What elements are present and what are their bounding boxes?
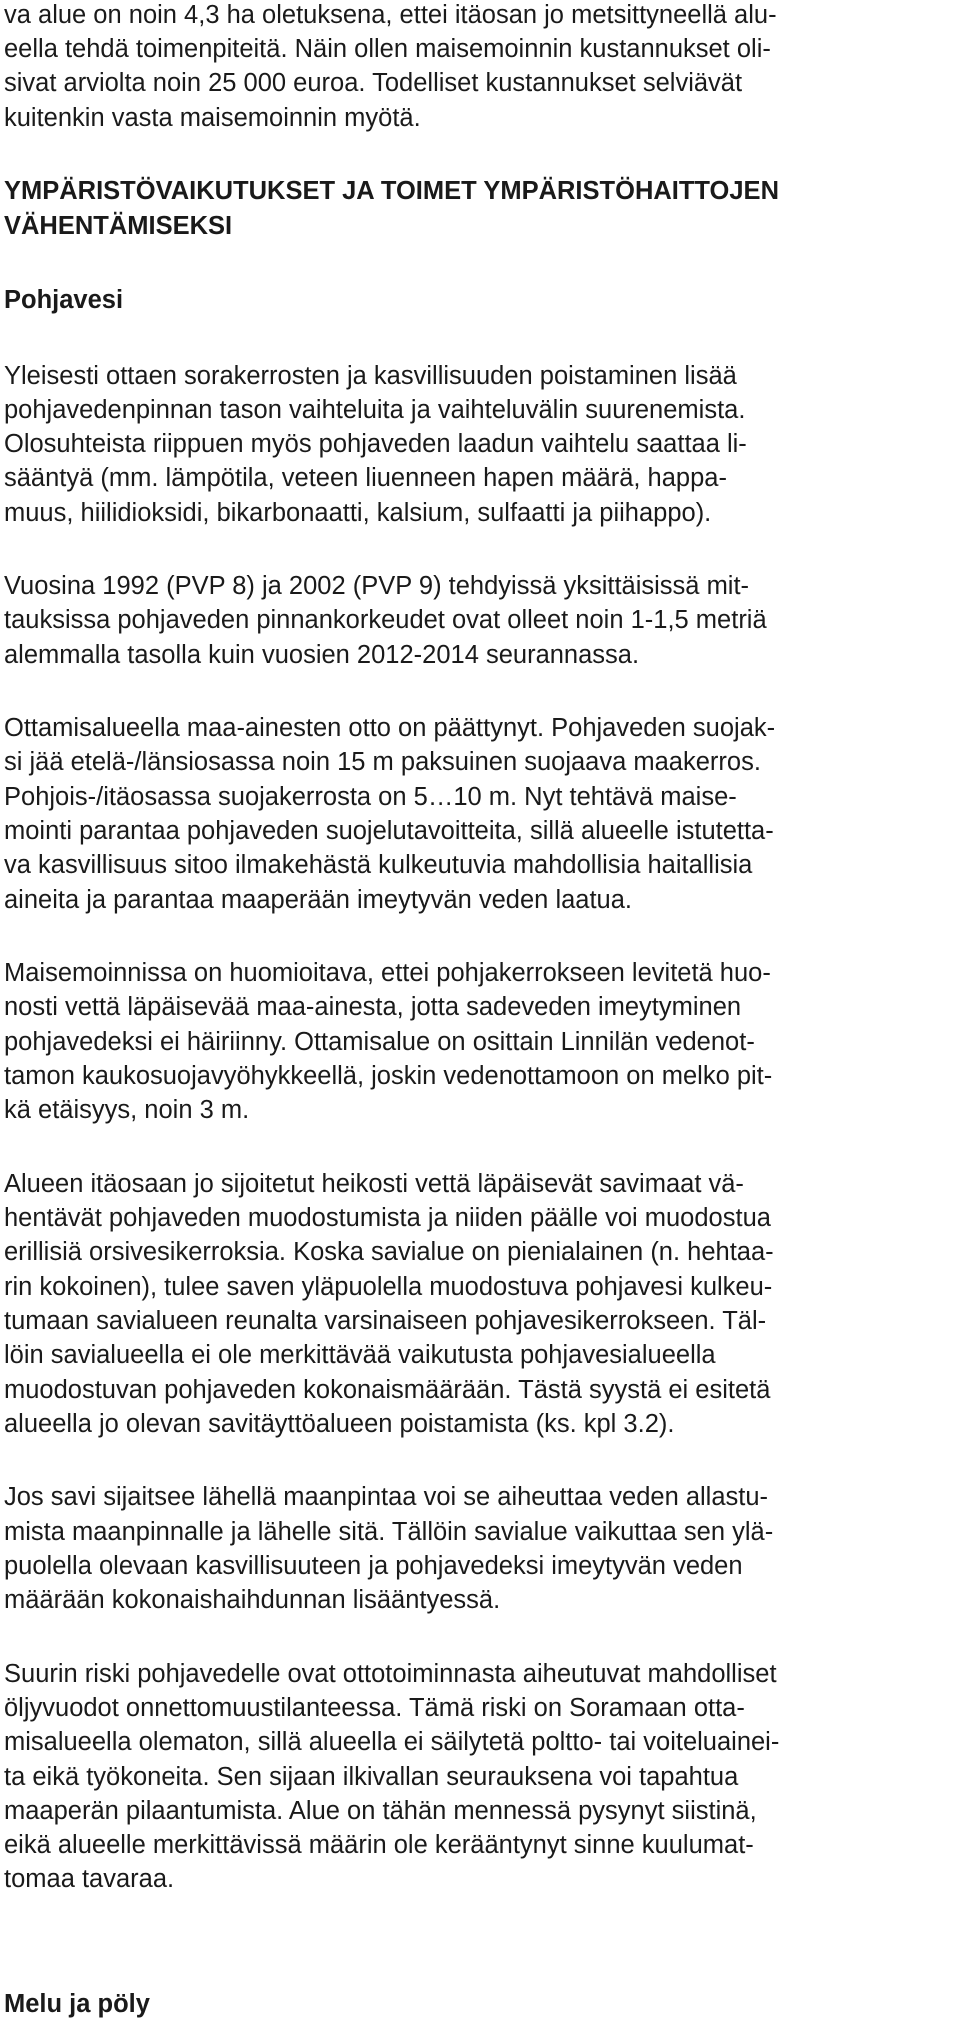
text-line: tamon kaukosuojavyöhykkeellä, joskin vedenottamoon on melko pit- xyxy=(4,1062,773,1090)
text-line: muus, hiilidioksidi, bikarbonaatti, kalsium, sulfaatti ja piihappo). xyxy=(4,499,712,527)
text-line: kuitenkin vasta maisemoinnin myötä. xyxy=(4,104,421,132)
text-line: alueella jo olevan savitäyttöalueen poistamista (ks. kpl 3.2). xyxy=(4,1410,675,1438)
heading-line: Pohjavesi xyxy=(4,286,124,314)
text-line: tumaan savialueen reunalta varsinaiseen pohjavesikerrokseen. Täl- xyxy=(4,1307,767,1335)
text-line: Olosuhteista riippuen myös pohjaveden laadun vaihtelu saattaa li- xyxy=(4,430,747,458)
text-line: tomaa tavaraa. xyxy=(4,1865,175,1893)
text-line: va kasvillisuus sitoo ilmakehästä kulkeutuvia mahdollisia haitallisia xyxy=(4,851,753,879)
text-line: löin savialueella ei ole merkittävää vaikutusta pohjavesialueella xyxy=(4,1341,716,1369)
text-line: si jää etelä-/länsiosassa noin 15 m paksuinen suojaava maakerros. xyxy=(4,748,761,776)
text-line: Yleisesti ottaen sorakerrosten ja kasvillisuuden poistaminen lisää xyxy=(4,362,737,390)
text-line: kä etäisyys, noin 3 m. xyxy=(4,1096,250,1124)
text-line: va alue on noin 4,3 ha oletuksena, ettei itäosan jo metsittyneellä alu- xyxy=(4,1,777,29)
text-line: puolella olevaan kasvillisuuteen ja pohjavedeksi imeytyvän veden xyxy=(4,1552,743,1580)
text-line: Suurin riski pohjavedelle ovat ottotoiminnasta aiheutuvat mahdolliset xyxy=(4,1660,777,1688)
text-line: nosti vettä läpäisevää maa-ainesta, jotta sadeveden imeytyminen xyxy=(4,993,742,1021)
heading-line: VÄHENTÄMISEKSI xyxy=(4,212,233,240)
text-line: öljyvuodot onnettomuustilanteessa. Tämä riski on Soramaan otta- xyxy=(4,1694,745,1722)
text-line: hentävät pohjaveden muodostumista ja niiden päälle voi muodostua xyxy=(4,1204,771,1232)
text-line: Pohjois-/itäosassa suojakerrosta on 5…10 m. Nyt tehtävä maise- xyxy=(4,783,737,811)
text-line: eella tehdä toimenpiteitä. Näin ollen maisemoinnin kustannukset oli- xyxy=(4,35,771,63)
text-line: sivat arviolta noin 25 000 euroa. Todelliset kustannukset selviävät xyxy=(4,69,743,97)
text-line: maaperän pilaantumista. Alue on tähän mennessä pysynyt siistinä, xyxy=(4,1797,757,1825)
text-line: tauksissa pohjaveden pinnankorkeudet ovat olleet noin 1-1,5 metriä xyxy=(4,606,767,634)
text-line: eikä alueelle merkittävissä määrin ole kerääntynyt sinne kuulumat- xyxy=(4,1831,754,1859)
text-line: ta eikä työkoneita. Sen sijaan ilkivallan seurauksena voi tapahtua xyxy=(4,1763,739,1791)
text-line: Jos savi sijaitsee lähellä maanpintaa voi se aiheuttaa veden allastu- xyxy=(4,1483,769,1511)
text-line: määrään kokonaishaihdunnan lisääntyessä. xyxy=(4,1586,501,1614)
text-line: pohjavedeksi ei häiriinny. Ottamisalue on osittain Linnilän vedenot- xyxy=(4,1028,755,1056)
text-line: erillisiä orsivesikerroksia. Koska savialue on pienialainen (n. hehtaa- xyxy=(4,1238,774,1266)
heading-line: Melu ja pöly xyxy=(4,1990,150,2018)
text-line: Maisemoinnissa on huomioitava, ettei pohjakerrokseen levitetä huo- xyxy=(4,959,771,987)
text-line: sääntyä (mm. lämpötila, veteen liuenneen hapen määrä, happa- xyxy=(4,464,727,492)
text-line: alemmalla tasolla kuin vuosien 2012-2014 seurannassa. xyxy=(4,641,640,669)
text-line: Vuosina 1992 (PVP 8) ja 2002 (PVP 9) tehdyissä yksittäisissä mit- xyxy=(4,572,750,600)
heading-line: YMPÄRISTÖVAIKUTUKSET JA TOIMET YMPÄRISTÖHAITTOJEN xyxy=(4,177,779,205)
text-line: mista maanpinnalle ja lähelle sitä. Tällöin savialue vaikuttaa sen ylä- xyxy=(4,1518,774,1546)
text-line: misalueella olematon, sillä alueella ei säilytetä poltto- tai voiteluainei- xyxy=(4,1728,780,1756)
text-line: Alueen itäosaan jo sijoitetut heikosti vettä läpäisevät savimaat vä- xyxy=(4,1170,744,1198)
text-line: rin kokoinen), tulee saven yläpuolella muodostuva pohjavesi kulkeu- xyxy=(4,1273,773,1301)
text-line: Ottamisalueella maa-ainesten otto on päättynyt. Pohjaveden suojak- xyxy=(4,714,776,742)
text-line: mointi parantaa pohjaveden suojelutavoitteita, sillä alueelle istutetta- xyxy=(4,817,774,845)
text-line: muodostuvan pohjaveden kokonaismäärään. Tästä syystä ei esitetä xyxy=(4,1376,771,1404)
text-line: pohjavedenpinnan tason vaihteluita ja vaihteluvälin suurenemista. xyxy=(4,396,746,424)
text-line: aineita ja parantaa maaperään imeytyvän veden laatua. xyxy=(4,886,632,914)
